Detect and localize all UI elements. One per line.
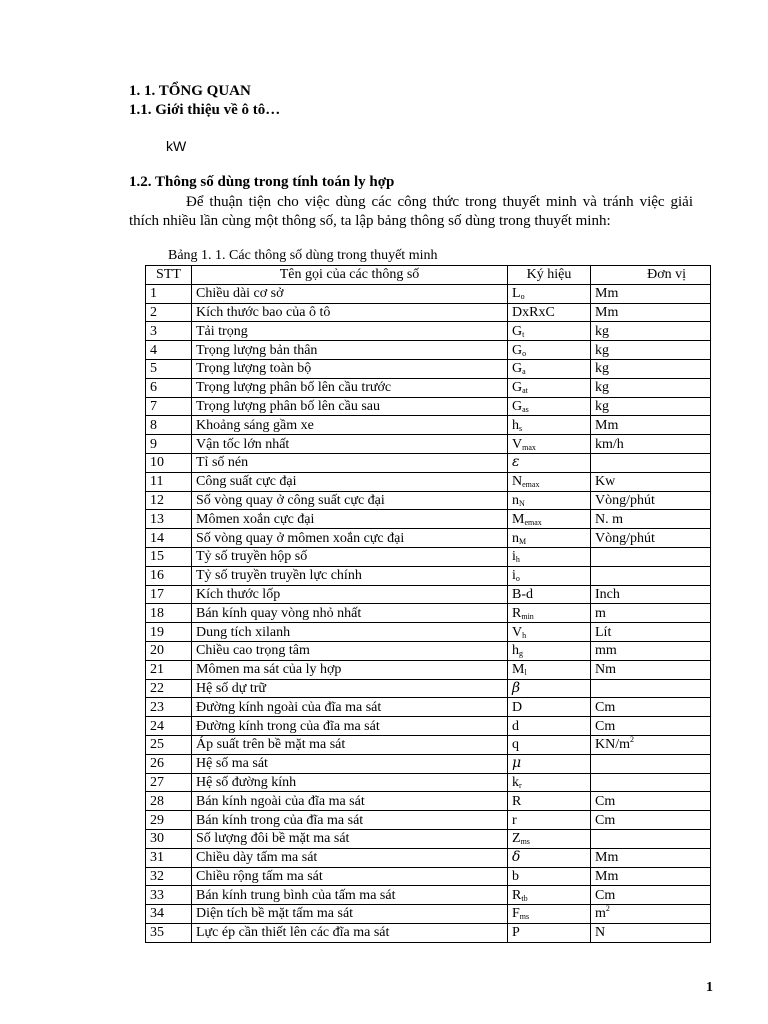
cell-name: Bán kính ngoài của đĩa ma sát	[192, 792, 508, 811]
cell-symbol	[508, 886, 591, 905]
table-row	[146, 416, 711, 435]
table-row	[146, 735, 711, 754]
cell-stt: 12	[146, 491, 192, 510]
cell-name: Diện tích bề mặt tấm ma sát	[192, 905, 508, 924]
cell-unit	[591, 585, 711, 604]
symbol-subscript: o	[522, 348, 527, 358]
symbol-subscript: max	[522, 442, 536, 452]
symbol-text: ε	[512, 454, 520, 471]
unit-text: Vòng/phút	[595, 530, 655, 546]
cell-unit	[591, 322, 711, 341]
cell-name: Chiều cao trọng tâm	[192, 641, 508, 660]
cell-unit	[591, 698, 711, 717]
symbol-subscript: h	[515, 555, 520, 565]
cell-name: Bán kính quay vòng nhỏ nhất	[192, 604, 508, 623]
cell-unit	[591, 886, 711, 905]
cell-name: Trọng lượng phân bố lên cầu sau	[192, 397, 508, 416]
cell-symbol	[508, 923, 591, 942]
cell-unit	[591, 378, 711, 397]
table-row	[146, 679, 711, 698]
table-row	[146, 905, 711, 924]
cell-stt: 27	[146, 773, 192, 792]
cell-symbol	[508, 735, 591, 754]
cell-symbol	[508, 754, 591, 773]
cell-symbol	[508, 322, 591, 341]
cell-name: Trọng lượng phân bố lên cầu trước	[192, 378, 508, 397]
symbol-text: h	[512, 643, 519, 659]
cell-name: Mômen xoắn cực đại	[192, 510, 508, 529]
cell-stt: 10	[146, 453, 192, 472]
cell-name: Tải trọng	[192, 322, 508, 341]
cell-unit	[591, 923, 711, 942]
table-row	[146, 604, 711, 623]
unit-text: KN/m	[595, 737, 630, 753]
cell-stt: 33	[146, 886, 192, 905]
cell-stt: 3	[146, 322, 192, 341]
symbol-text: D	[512, 699, 523, 715]
cell-stt: 23	[146, 698, 192, 717]
cell-stt: 7	[146, 397, 192, 416]
cell-unit	[591, 905, 711, 924]
cell-unit	[591, 491, 711, 510]
cell-symbol	[508, 566, 591, 585]
table-row	[146, 491, 711, 510]
unit-text: Cm	[595, 812, 616, 828]
symbol-subscript: as	[522, 404, 529, 414]
cell-name: Trọng lượng bản thân	[192, 341, 508, 360]
cell-stt: 6	[146, 378, 192, 397]
cell-unit	[591, 623, 711, 642]
unit-text: kg	[595, 398, 609, 414]
cell-symbol	[508, 623, 591, 642]
cell-unit	[591, 397, 711, 416]
intro-paragraph: Để thuận tiện cho việc dùng các công thức trong thuyết minh và tránh việc giải thích nhiều lần cùng một thông số, ta lập bảng thông số dùng trong thuyết minh:	[129, 194, 693, 229]
cell-stt: 24	[146, 717, 192, 736]
symbol-text: P	[512, 925, 520, 941]
cell-stt: 1	[146, 284, 192, 303]
symbol-text: i	[512, 568, 516, 584]
cell-unit	[591, 341, 711, 360]
cell-stt: 17	[146, 585, 192, 604]
symbol-subscript: tb	[521, 893, 528, 903]
symbol-subscript: t	[522, 329, 525, 339]
cell-unit	[591, 660, 711, 679]
table-row	[146, 547, 711, 566]
cell-unit	[591, 867, 711, 886]
table-row	[146, 641, 711, 660]
unit-superscript: 2	[630, 735, 634, 745]
cell-symbol	[508, 905, 591, 924]
cell-unit	[591, 472, 711, 491]
symbol-subscript: g	[519, 649, 523, 659]
table-row	[146, 585, 711, 604]
cell-unit	[591, 829, 711, 848]
section-heading: 1. 1. TỔNG QUAN	[129, 83, 251, 99]
symbol-text: μ	[512, 755, 522, 772]
cell-symbol	[508, 510, 591, 529]
unit-text: N. m	[595, 511, 623, 527]
unit-text: mm	[595, 643, 617, 659]
cell-unit	[591, 848, 711, 867]
cell-name: Trọng lượng toàn bộ	[192, 359, 508, 378]
subsection-heading-parameters: 1.2. Thông số dùng trong tính toán ly hợp	[129, 174, 395, 190]
header-unit: Đơn vị	[591, 266, 711, 285]
cell-stt: 30	[146, 829, 192, 848]
unit-text: kg	[595, 380, 609, 396]
symbol-text: G	[512, 380, 523, 396]
table-row	[146, 359, 711, 378]
cell-symbol	[508, 792, 591, 811]
header-name: Tên gọi của các thông số	[192, 266, 508, 285]
cell-name: Tỷ số truyền hộp số	[192, 547, 508, 566]
cell-stt: 34	[146, 905, 192, 924]
table-row	[146, 867, 711, 886]
symbol-text: n	[512, 492, 519, 508]
symbol-text: d	[512, 718, 519, 734]
cell-stt: 8	[146, 416, 192, 435]
cell-symbol	[508, 341, 591, 360]
symbol-text: G	[512, 398, 523, 414]
table-row	[146, 660, 711, 679]
table-row	[146, 829, 711, 848]
cell-symbol	[508, 848, 591, 867]
cell-name: Vận tốc lớn nhất	[192, 435, 508, 454]
cell-name: Bán kính trong của đĩa ma sát	[192, 811, 508, 830]
cell-unit	[591, 773, 711, 792]
table-row	[146, 303, 711, 322]
cell-name: Tỉ số nén	[192, 453, 508, 472]
table-row	[146, 811, 711, 830]
symbol-text: N	[512, 474, 523, 490]
cell-stt: 16	[146, 566, 192, 585]
cell-stt: 25	[146, 735, 192, 754]
cell-stt: 2	[146, 303, 192, 322]
unit-text: Cm	[595, 699, 616, 715]
cell-unit	[591, 284, 711, 303]
cell-name: Mômen ma sát của ly hợp	[192, 660, 508, 679]
symbol-subscript: at	[522, 386, 528, 396]
cell-unit	[591, 717, 711, 736]
cell-name: Chiều rộng tấm ma sát	[192, 867, 508, 886]
table-row	[146, 397, 711, 416]
unit-text: m	[595, 605, 606, 621]
table-row	[146, 717, 711, 736]
unit-text: Kw	[595, 474, 616, 490]
cell-symbol	[508, 397, 591, 416]
cell-stt: 13	[146, 510, 192, 529]
unit-text: Mm	[595, 868, 619, 884]
symbol-subscript: emax	[522, 480, 540, 490]
unit-text: kg	[595, 342, 609, 358]
cell-unit	[591, 792, 711, 811]
unit-text: Mm	[595, 417, 619, 433]
cell-symbol	[508, 303, 591, 322]
symbol-subscript: emax	[524, 517, 542, 527]
cell-stt: 29	[146, 811, 192, 830]
table-row	[146, 886, 711, 905]
symbol-text: G	[512, 323, 523, 339]
cell-symbol	[508, 829, 591, 848]
unit-text: Mm	[595, 850, 619, 866]
cell-name: Khoảng sáng gầm xe	[192, 416, 508, 435]
cell-symbol	[508, 867, 591, 886]
cell-stt: 9	[146, 435, 192, 454]
symbol-text: Z	[512, 831, 521, 847]
symbol-subscript: l	[524, 668, 527, 678]
cell-unit	[591, 416, 711, 435]
cell-name: Số vòng quay ở mômen xoắn cực đại	[192, 529, 508, 548]
unit-text: Cm	[595, 718, 616, 734]
unit-text: Lít	[595, 624, 612, 640]
parameters-table	[145, 265, 711, 943]
cell-symbol	[508, 698, 591, 717]
table-row	[146, 453, 711, 472]
cell-stt: 28	[146, 792, 192, 811]
table-row	[146, 284, 711, 303]
cell-stt: 5	[146, 359, 192, 378]
cell-name: Kích thước lốp	[192, 585, 508, 604]
cell-name: Đường kính ngoài của đĩa ma sát	[192, 698, 508, 717]
cell-unit	[591, 604, 711, 623]
cell-name: Tỷ số truyền truyền lực chính	[192, 566, 508, 585]
cell-unit	[591, 547, 711, 566]
cell-name: Dung tích xilanh	[192, 623, 508, 642]
symbol-text: q	[512, 737, 519, 753]
table-row	[146, 341, 711, 360]
cell-name: Số lượng đôi bề mặt ma sát	[192, 829, 508, 848]
cell-symbol	[508, 641, 591, 660]
cell-name: Kích thước bao của ô tô	[192, 303, 508, 322]
symbol-text: V	[512, 436, 523, 452]
symbol-text: n	[512, 530, 519, 546]
cell-name: Đường kính trong của đĩa ma sát	[192, 717, 508, 736]
cell-symbol	[508, 435, 591, 454]
symbol-subscript: o	[520, 292, 525, 302]
cell-unit	[591, 754, 711, 773]
cell-symbol	[508, 416, 591, 435]
cell-unit	[591, 679, 711, 698]
cell-symbol	[508, 604, 591, 623]
cell-symbol	[508, 453, 591, 472]
cell-name: Hệ số dự trữ	[192, 679, 508, 698]
unit-text: kW	[166, 138, 187, 154]
symbol-text: R	[512, 605, 522, 621]
cell-symbol	[508, 529, 591, 548]
cell-stt: 11	[146, 472, 192, 491]
cell-symbol	[508, 773, 591, 792]
cell-name: Số vòng quay ở công suất cực đại	[192, 491, 508, 510]
symbol-subscript: o	[515, 574, 520, 584]
symbol-subscript: ms	[519, 912, 530, 922]
cell-symbol	[508, 585, 591, 604]
symbol-text: L	[512, 286, 521, 302]
symbol-subscript: a	[522, 367, 526, 377]
cell-unit	[591, 566, 711, 585]
symbol-subscript: h	[522, 630, 527, 640]
symbol-text: r	[512, 812, 517, 828]
cell-name: Chiều dày tấm ma sát	[192, 848, 508, 867]
cell-unit	[591, 529, 711, 548]
unit-text: m	[595, 906, 606, 922]
cell-stt: 15	[146, 547, 192, 566]
symbol-text: V	[512, 624, 523, 640]
cell-unit	[591, 359, 711, 378]
cell-unit	[591, 510, 711, 529]
symbol-text: β	[512, 679, 521, 696]
symbol-text: R	[512, 793, 522, 809]
symbol-text: G	[512, 361, 523, 377]
symbol-subscript: ms	[520, 837, 530, 847]
cell-unit	[591, 641, 711, 660]
cell-symbol	[508, 811, 591, 830]
table-row	[146, 510, 711, 529]
cell-symbol	[508, 284, 591, 303]
table-row	[146, 435, 711, 454]
table-header-row	[146, 266, 711, 285]
cell-name: Lực ép cần thiết lên các đĩa ma sát	[192, 923, 508, 942]
table-row	[146, 848, 711, 867]
cell-symbol	[508, 717, 591, 736]
cell-stt: 18	[146, 604, 192, 623]
table-row	[146, 923, 711, 942]
header-stt: STT	[146, 266, 192, 285]
cell-stt: 22	[146, 679, 192, 698]
symbol-text: M	[512, 662, 525, 678]
cell-stt: 19	[146, 623, 192, 642]
symbol-subscript: r	[519, 780, 522, 790]
table-row	[146, 623, 711, 642]
symbol-subscript: N	[519, 498, 525, 508]
unit-text: km/h	[595, 436, 624, 452]
cell-name: Hệ số đường kính	[192, 773, 508, 792]
table-row	[146, 472, 711, 491]
cell-stt: 14	[146, 529, 192, 548]
symbol-text: h	[512, 417, 519, 433]
subsection-heading-intro: 1.1. Giới thiệu về ô tô…	[129, 102, 281, 118]
unit-text: kg	[595, 361, 609, 377]
cell-name: Công suất cực đại	[192, 472, 508, 491]
cell-stt: 4	[146, 341, 192, 360]
symbol-text: R	[512, 887, 522, 903]
cell-symbol	[508, 359, 591, 378]
table-row	[146, 773, 711, 792]
symbol-text: F	[512, 906, 520, 922]
cell-symbol	[508, 679, 591, 698]
symbol-text: δ	[512, 849, 521, 866]
symbol-text: M	[512, 511, 525, 527]
unit-text: Inch	[595, 586, 620, 602]
unit-text: Cm	[595, 887, 616, 903]
table-row	[146, 322, 711, 341]
cell-name: Áp suất trên bề mặt ma sát	[192, 735, 508, 754]
table-row	[146, 754, 711, 773]
cell-symbol	[508, 491, 591, 510]
header-symbol: Ký hiệu	[508, 266, 591, 285]
cell-symbol	[508, 472, 591, 491]
unit-text: kg	[595, 323, 609, 339]
symbol-text: k	[512, 774, 519, 790]
cell-symbol	[508, 660, 591, 679]
unit-text: Nm	[595, 662, 616, 678]
cell-stt: 21	[146, 660, 192, 679]
symbol-subscript: min	[521, 611, 534, 621]
symbol-text: i	[512, 549, 516, 565]
unit-text: Cm	[595, 793, 616, 809]
table-caption: Bảng 1. 1. Các thông số dùng trong thuyết minh	[168, 248, 438, 263]
cell-stt: 31	[146, 848, 192, 867]
cell-name: Bán kính trung bình của tấm ma sát	[192, 886, 508, 905]
table-row	[146, 566, 711, 585]
table-row	[146, 529, 711, 548]
cell-stt: 32	[146, 867, 192, 886]
symbol-text: DxRxC	[512, 304, 555, 320]
symbol-text: B-d	[512, 586, 533, 602]
page-number: 1	[706, 980, 713, 995]
cell-unit	[591, 811, 711, 830]
symbol-subscript: s	[519, 423, 523, 433]
table-row	[146, 792, 711, 811]
cell-stt: 20	[146, 641, 192, 660]
cell-unit	[591, 453, 711, 472]
symbol-text: b	[512, 868, 519, 884]
cell-stt: 35	[146, 923, 192, 942]
cell-name: Chiều dài cơ sở	[192, 284, 508, 303]
unit-text: Vòng/phút	[595, 492, 655, 508]
unit-text: Mm	[595, 286, 619, 302]
symbol-subscript: M	[519, 536, 527, 546]
unit-text: N	[595, 925, 606, 941]
unit-text: Mm	[595, 304, 619, 320]
table-row	[146, 378, 711, 397]
cell-symbol	[508, 378, 591, 397]
cell-unit	[591, 735, 711, 754]
cell-unit	[591, 303, 711, 322]
cell-symbol	[508, 547, 591, 566]
cell-unit	[591, 435, 711, 454]
table-row	[146, 698, 711, 717]
unit-superscript: 2	[605, 904, 610, 914]
cell-name: Hệ số ma sát	[192, 754, 508, 773]
symbol-text: G	[512, 342, 523, 358]
cell-stt: 26	[146, 754, 192, 773]
